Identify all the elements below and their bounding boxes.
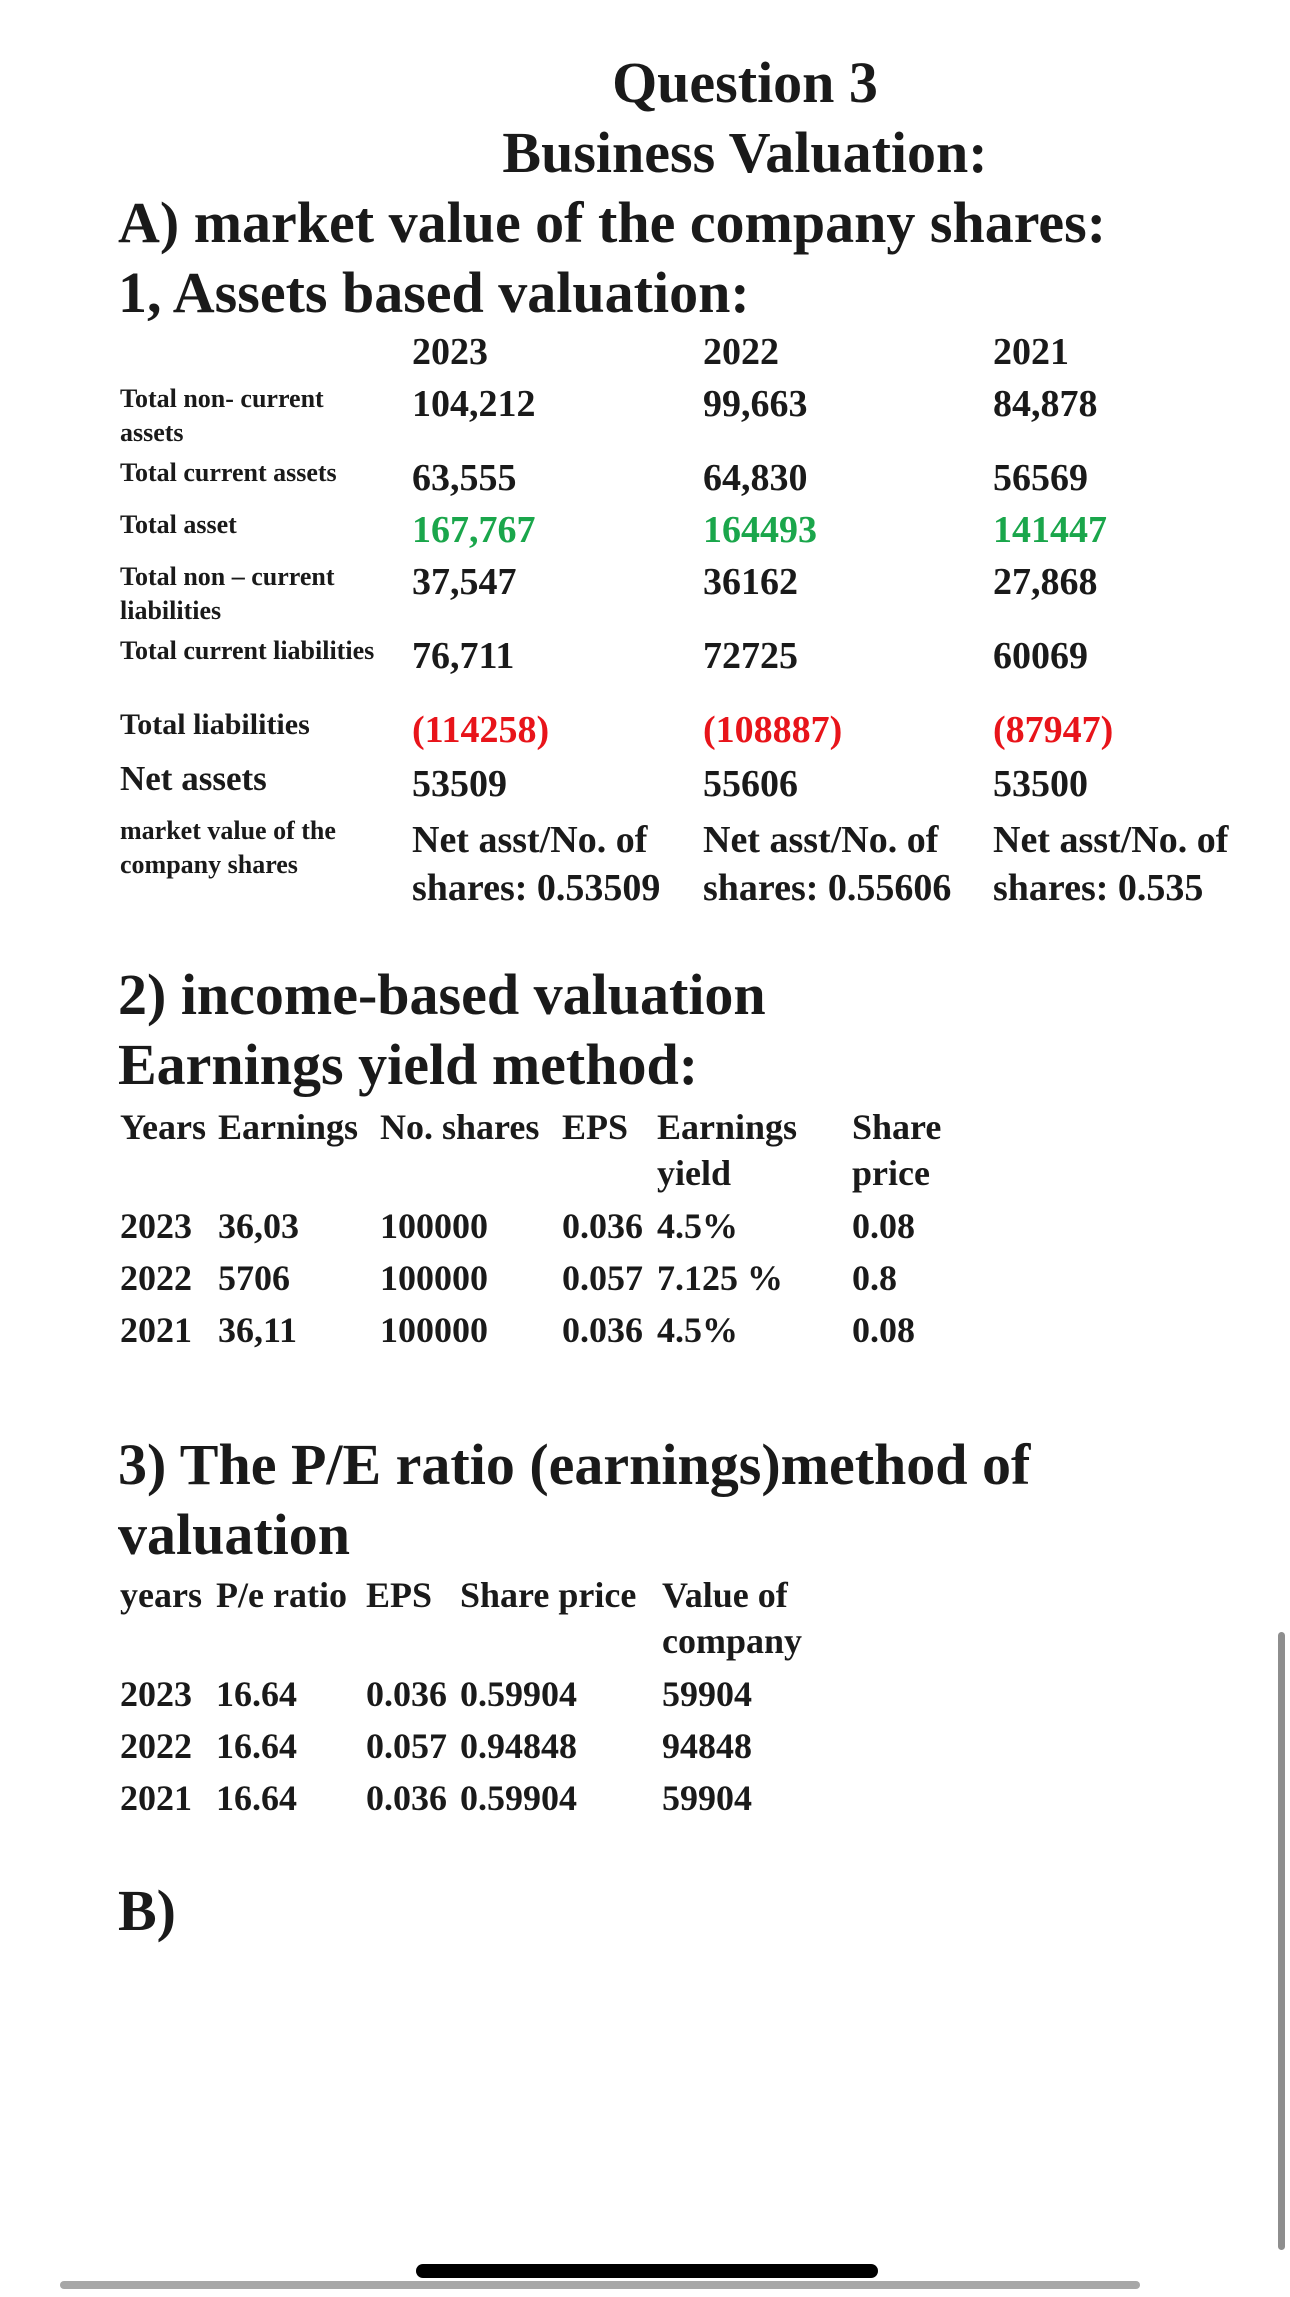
cell-year: 2022 [120,1258,192,1298]
column-header: Earnings [218,1107,359,1147]
cell-value: 64,830 [703,457,808,499]
cell-value: Net asst/No. of shares: 0.55606 [703,819,952,909]
cell-value: 36162 [703,561,798,603]
cell-value: 55606 [703,763,798,805]
cell-value: 99,663 [703,383,808,425]
cell-value: 84,878 [993,383,1098,425]
document-title: Question 3 [612,50,878,115]
section-a-heading: A) market value of the company shares: [118,190,1107,255]
cell-earnings: 5706 [218,1258,290,1298]
horizontal-scrollbar[interactable] [60,2281,1140,2289]
cell-value: 27,868 [993,561,1098,603]
row-label: Total non- current assets [120,384,324,447]
column-header: Earnings yield [657,1107,798,1193]
cell-value-total-asset: 167,767 [412,509,536,551]
column-header: EPS [562,1107,629,1147]
cell-company-value: 59904 [662,1674,752,1714]
cell-year: 2021 [120,1310,192,1350]
cell-value: 37,547 [412,561,517,603]
cell-year: 2023 [120,1674,192,1714]
cell-value: 72725 [703,635,798,677]
cell-share-price: 0.59904 [460,1674,577,1714]
section-b-heading: B) [118,1878,176,1943]
row-label: Total liabilities [120,708,310,741]
column-header: Years [120,1107,206,1147]
cell-pe-ratio: 16.64 [216,1726,297,1766]
cell-share-price: 0.94848 [460,1726,577,1766]
cell-value: 104,212 [412,383,536,425]
cell-company-value: 94848 [662,1726,752,1766]
column-header: No. shares [380,1107,540,1147]
cell-value: 63,555 [412,457,517,499]
cell-eps: 0.036 [562,1310,643,1350]
document-subtitle: Business Valuation: [502,120,988,185]
section-3-heading: 3) The P/E ratio (earnings)method of [118,1432,1031,1497]
cell-earnings: 36,03 [218,1206,299,1246]
cell-value: 76,711 [412,635,515,677]
row-label: Net assets [120,759,267,798]
column-header: Share price [460,1575,637,1615]
cell-share-price: 0.8 [852,1258,897,1298]
cell-shares: 100000 [380,1310,488,1350]
row-label: Total current assets [120,458,337,487]
column-header: Share price [852,1107,942,1193]
cell-share-price: 0.08 [852,1310,915,1350]
row-label: Total asset [120,510,237,539]
section-3-heading-continued: valuation [118,1502,351,1567]
cell-year: 2022 [120,1726,192,1766]
cell-eps: 0.036 [366,1674,447,1714]
cell-value: 60069 [993,635,1088,677]
cell-yield: 4.5% [657,1310,738,1350]
section-a-subheading: 1, Assets based valuation: [118,260,750,325]
cell-pe-ratio: 16.64 [216,1778,297,1818]
cell-eps: 0.057 [366,1726,447,1766]
cell-value-total-asset: 164493 [703,509,817,551]
cell-value-total-liabilities: (87947) [993,709,1114,751]
column-header: Value of company [662,1575,803,1661]
vertical-scrollbar[interactable] [1278,1632,1285,2250]
year-header: 2021 [993,331,1069,373]
cell-value: 53509 [412,763,507,805]
cell-value-total-liabilities: (114258) [412,709,550,751]
cell-value: Net asst/No. of shares: 0.53509 [412,819,661,909]
cell-share-price: 0.08 [852,1206,915,1246]
section-2-subheading: Earnings yield method: [118,1032,699,1097]
cell-shares: 100000 [380,1206,488,1246]
home-indicator[interactable] [416,2264,878,2278]
cell-shares: 100000 [380,1258,488,1298]
cell-company-value: 59904 [662,1778,752,1818]
column-header: EPS [366,1575,433,1615]
row-label: Total current liabilities [120,636,375,665]
cell-value-total-asset: 141447 [993,509,1107,551]
year-header: 2023 [412,331,488,373]
cell-value: Net asst/No. of shares: 0.535 [993,819,1229,909]
cell-year: 2023 [120,1206,192,1246]
cell-yield: 7.125 % [657,1258,783,1298]
cell-year: 2021 [120,1778,192,1818]
year-header: 2022 [703,331,779,373]
cell-pe-ratio: 16.64 [216,1674,297,1714]
column-header: years [120,1575,202,1615]
cell-earnings: 36,11 [218,1310,298,1350]
cell-eps: 0.036 [366,1778,447,1818]
cell-value: 56569 [993,457,1088,499]
cell-eps: 0.057 [562,1258,643,1298]
cell-value-total-liabilities: (108887) [703,709,843,751]
cell-yield: 4.5% [657,1206,738,1246]
section-2-heading: 2) income-based valuation [118,962,766,1027]
cell-value: 53500 [993,763,1088,805]
column-header: P/e ratio [216,1575,347,1615]
row-label: market value of the company shares [120,816,336,879]
row-label: Total non – current liabilities [120,562,335,625]
cell-eps: 0.036 [562,1206,643,1246]
cell-share-price: 0.59904 [460,1778,577,1818]
